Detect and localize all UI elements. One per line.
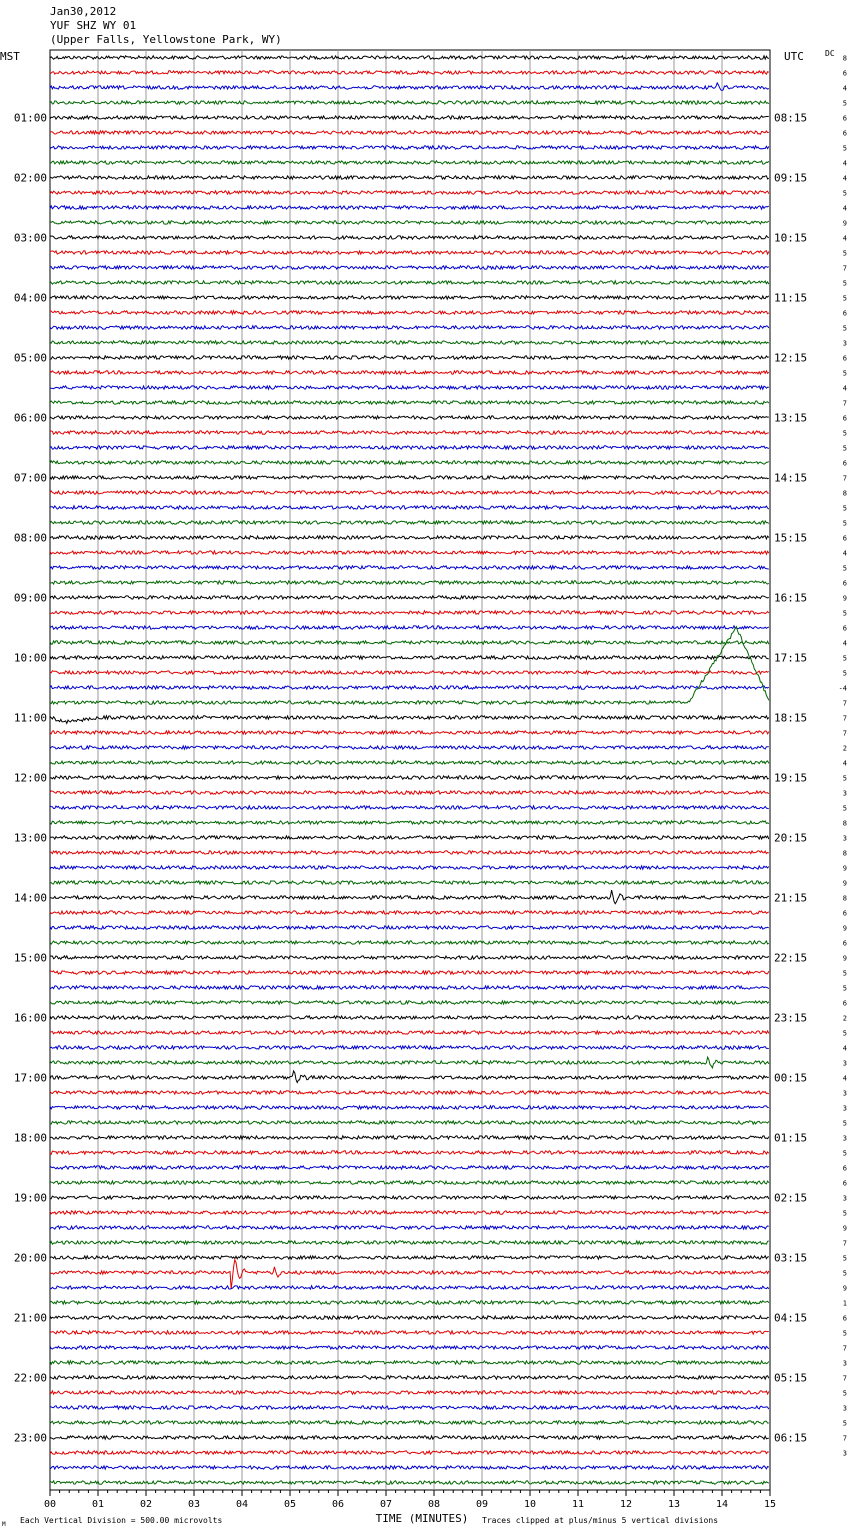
right-time-label: 03:15 [774, 1251, 808, 1265]
dc-value: 5 [842, 324, 847, 333]
right-time-label: 08:15 [774, 111, 808, 125]
seismic-trace [50, 971, 769, 974]
right-time-label: 01:15 [774, 1131, 808, 1145]
dc-value: 3 [842, 1089, 847, 1098]
seismic-trace [50, 776, 769, 779]
seismic-trace [50, 281, 769, 284]
seismic-trace [50, 431, 769, 434]
seismic-trace [50, 1016, 769, 1019]
dc-value: 5 [842, 1029, 847, 1038]
dc-value: 9 [842, 594, 847, 603]
dc-value: 6 [842, 1179, 847, 1188]
dc-value: 3 [842, 789, 847, 798]
seismic-trace [50, 1421, 769, 1424]
dc-value: 5 [842, 669, 847, 678]
dc-value: 5 [842, 774, 847, 783]
dc-value: 7 [842, 1434, 847, 1443]
seismic-trace [50, 461, 769, 464]
seismic-trace [50, 1226, 769, 1229]
seismic-trace [50, 1166, 769, 1169]
seismic-trace [50, 551, 769, 554]
left-time-label: 11:00 [13, 711, 47, 725]
x-tick-label: 15 [763, 1499, 777, 1510]
dc-value: 7 [842, 714, 847, 723]
dc-value: 9 [842, 879, 847, 888]
seismic-trace [50, 566, 769, 569]
seismic-trace [50, 956, 769, 959]
seismic-trace [50, 1071, 769, 1083]
right-time-label: 20:15 [774, 831, 808, 845]
dc-value: 2 [842, 1014, 847, 1023]
dc-value: 4 [842, 84, 847, 93]
left-time-label: 23:00 [13, 1431, 47, 1445]
right-time-label: 19:15 [774, 771, 808, 785]
dc-value: 6 [842, 69, 847, 78]
seismic-trace [50, 221, 769, 224]
seismic-trace [50, 491, 769, 494]
right-axis-label: UTC [784, 50, 804, 63]
dc-value: 6 [842, 309, 847, 318]
right-time-label: 16:15 [774, 591, 808, 605]
dc-value: 5 [842, 294, 847, 303]
left-time-label: 16:00 [13, 1011, 47, 1025]
x-axis-title: TIME (MINUTES) [375, 1512, 469, 1525]
dc-value: 3 [842, 1104, 847, 1113]
dc-value: 6 [842, 534, 847, 543]
seismic-trace [50, 1046, 769, 1049]
x-tick-label: 14 [715, 1499, 729, 1510]
dc-value: 4 [842, 1044, 847, 1053]
seismic-trace [50, 926, 769, 929]
dc-value: 2 [842, 744, 847, 753]
header-location: (Upper Falls, Yellowstone Park, WY) [50, 33, 282, 46]
seismic-trace [50, 416, 769, 419]
seismic-trace [50, 836, 769, 839]
seismic-trace [50, 506, 769, 509]
right-time-label: 23:15 [774, 1011, 808, 1025]
dc-value: 7 [842, 1374, 847, 1383]
left-time-label: 17:00 [13, 1071, 47, 1085]
left-time-label: 20:00 [13, 1251, 47, 1265]
seismic-trace [50, 1256, 769, 1259]
dc-value: 6 [842, 999, 847, 1008]
dc-value: 5 [842, 1389, 847, 1398]
dc-value: 6 [842, 354, 847, 363]
x-tick-label: 06 [331, 1499, 345, 1510]
seismic-trace [50, 386, 769, 389]
dc-value: 5 [842, 369, 847, 378]
dc-value: 6 [842, 129, 847, 138]
seismic-trace [50, 1466, 769, 1469]
left-time-label: 04:00 [13, 291, 47, 305]
dc-value: 3 [842, 1059, 847, 1068]
dc-value: 6 [842, 624, 847, 633]
dc-value: 4 [842, 759, 847, 768]
x-tick-label: 01 [91, 1499, 105, 1510]
seismic-trace [50, 641, 769, 644]
left-time-label: 08:00 [13, 531, 47, 545]
dc-value: 5 [842, 429, 847, 438]
left-time-label: 21:00 [13, 1311, 47, 1325]
seismic-trace [50, 941, 769, 944]
seismic-trace [50, 716, 769, 724]
seismic-trace [50, 1331, 769, 1334]
seismic-trace [50, 341, 769, 344]
dc-value: 5 [842, 654, 847, 663]
x-tick-label: 04 [235, 1499, 249, 1510]
dc-value: 3 [842, 1404, 847, 1413]
right-time-label: 12:15 [774, 351, 808, 365]
seismic-trace [50, 1091, 769, 1094]
dc-value: 8 [842, 54, 847, 63]
x-tick-label: 00 [43, 1499, 57, 1510]
right-time-label: 00:15 [774, 1071, 808, 1085]
dc-value: 5 [842, 519, 847, 528]
left-time-label: 01:00 [13, 111, 47, 125]
seismic-trace [50, 596, 769, 599]
dc-value: 5 [842, 1419, 847, 1428]
seismic-trace [50, 1211, 769, 1214]
seismic-trace [50, 446, 769, 449]
right-time-label: 02:15 [774, 1191, 808, 1205]
dc-value: 4 [842, 549, 847, 558]
right-time-label: 10:15 [774, 231, 808, 245]
right-time-label: 05:15 [774, 1371, 808, 1385]
seismic-trace [50, 536, 769, 539]
seismic-trace [50, 131, 769, 134]
dc-value: 9 [842, 924, 847, 933]
right-time-label: 17:15 [774, 651, 808, 665]
seismic-trace [50, 1057, 769, 1068]
seismic-trace [50, 1196, 769, 1199]
dc-value: 8 [842, 489, 847, 498]
dc-value: 4 [842, 384, 847, 393]
dc-value: 5 [842, 564, 847, 573]
dc-value: -4 [838, 684, 847, 693]
dc-value: 4 [842, 639, 847, 648]
seismic-trace [50, 1346, 769, 1349]
x-tick-label: 12 [619, 1499, 633, 1510]
dc-value: 5 [842, 1119, 847, 1128]
dc-value: 7 [842, 474, 847, 483]
right-time-label: 13:15 [774, 411, 808, 425]
dc-value: 5 [842, 1254, 847, 1263]
right-time-label: 06:15 [774, 1431, 808, 1445]
seismic-trace [50, 236, 769, 239]
dc-value: 9 [842, 864, 847, 873]
seismic-trace [50, 890, 769, 904]
dc-value: 4 [842, 174, 847, 183]
dc-value: 5 [842, 189, 847, 198]
dc-value: 5 [842, 804, 847, 813]
dc-value: 3 [842, 339, 847, 348]
seismic-trace [50, 866, 769, 869]
seismic-trace [50, 1106, 769, 1109]
seismic-trace [50, 581, 769, 584]
left-time-label: 22:00 [13, 1371, 47, 1385]
right-time-label: 18:15 [774, 711, 808, 725]
seismic-trace [50, 101, 769, 104]
dc-value: 3 [842, 1134, 847, 1143]
dc-value: 3 [842, 1194, 847, 1203]
seismic-trace [50, 146, 769, 149]
seismic-trace [50, 911, 769, 914]
dc-value: 6 [842, 414, 847, 423]
seismic-trace [50, 656, 769, 659]
left-time-label: 19:00 [13, 1191, 47, 1205]
seismic-trace [50, 1361, 769, 1364]
dc-value: 1 [842, 1299, 847, 1308]
right-time-label: 09:15 [774, 171, 808, 185]
dc-value: 4 [842, 1074, 847, 1083]
seismic-trace [50, 1406, 769, 1409]
dc-value: 7 [842, 1239, 847, 1248]
x-tick-label: 03 [187, 1499, 201, 1510]
seismic-trace [50, 296, 769, 299]
dc-value: 5 [842, 969, 847, 978]
seismic-trace [50, 83, 769, 91]
seismic-trace [50, 1436, 769, 1439]
left-time-label: 10:00 [13, 651, 47, 665]
dc-value: 4 [842, 159, 847, 168]
seismic-trace [50, 1481, 769, 1484]
dc-value: 7 [842, 399, 847, 408]
seismic-trace [50, 746, 769, 749]
seismic-trace [50, 611, 769, 614]
left-time-label: 03:00 [13, 231, 47, 245]
dc-value: 6 [842, 909, 847, 918]
seismic-trace [50, 266, 769, 269]
seismic-trace [50, 1031, 769, 1034]
left-time-label: 02:00 [13, 171, 47, 185]
left-time-label: 09:00 [13, 591, 47, 605]
seismic-trace [50, 191, 769, 194]
seismic-trace [50, 1001, 769, 1004]
dc-value: 9 [842, 219, 847, 228]
left-time-label: 07:00 [13, 471, 47, 485]
dc-value: 4 [842, 234, 847, 243]
seismic-trace [50, 161, 769, 164]
dc-value: 5 [842, 1269, 847, 1278]
seismic-trace [50, 56, 769, 59]
header-station: YUF SHZ WY 01 [50, 19, 137, 32]
header-date: Jan30,2012 [50, 5, 117, 18]
seismic-trace [50, 116, 769, 119]
x-tick-label: 13 [667, 1499, 681, 1510]
seismic-trace [50, 627, 769, 705]
dc-value: 6 [842, 939, 847, 948]
dc-value: 5 [842, 609, 847, 618]
dc-value: 3 [842, 834, 847, 843]
dc-value: 8 [842, 819, 847, 828]
seismic-trace [50, 1181, 769, 1184]
seismic-trace [50, 851, 769, 854]
right-time-label: 14:15 [774, 471, 808, 485]
dc-value: 9 [842, 1284, 847, 1293]
dc-value: 9 [842, 1224, 847, 1233]
seismic-trace [50, 1136, 769, 1139]
seismic-trace [50, 1121, 769, 1124]
corner-mark: M [2, 1521, 6, 1528]
seismic-trace [50, 1151, 769, 1154]
seismic-trace [50, 1316, 769, 1319]
seismic-trace [50, 1391, 769, 1394]
seismic-trace [50, 521, 769, 524]
dc-value: 6 [842, 1164, 847, 1173]
dc-value: 5 [842, 279, 847, 288]
dc-value: 8 [842, 894, 847, 903]
seismic-trace [50, 806, 769, 809]
left-time-label: 06:00 [13, 411, 47, 425]
left-time-label: 18:00 [13, 1131, 47, 1145]
dc-value: 5 [842, 1329, 847, 1338]
x-tick-label: 05 [283, 1499, 297, 1510]
seismic-trace [50, 761, 769, 764]
seismic-trace [50, 791, 769, 794]
dc-value: 9 [842, 954, 847, 963]
seismic-trace [50, 626, 769, 629]
seismic-trace [50, 251, 769, 254]
left-axis-label: MST [0, 50, 20, 63]
seismic-trace [50, 1241, 769, 1244]
right-time-label: 04:15 [774, 1311, 808, 1325]
left-time-label: 15:00 [13, 951, 47, 965]
clip-note: Traces clipped at plus/minus 5 vertical divisions [482, 1516, 719, 1525]
seismic-trace [50, 326, 769, 329]
dc-value: 3 [842, 1359, 847, 1368]
seismic-trace [50, 671, 769, 674]
seismic-trace [50, 1286, 769, 1289]
dc-value: 6 [842, 114, 847, 123]
seismic-trace [50, 1260, 769, 1289]
dc-value: 5 [842, 1209, 847, 1218]
dc-value: 5 [842, 444, 847, 453]
dc-value: 3 [842, 1449, 847, 1458]
seismic-trace [50, 371, 769, 374]
seismic-trace [50, 1376, 769, 1379]
dc-value: 6 [842, 1314, 847, 1323]
seismic-trace [50, 686, 769, 689]
left-time-label: 14:00 [13, 891, 47, 905]
right-time-label: 11:15 [774, 291, 808, 305]
dc-value: 8 [842, 849, 847, 858]
seismic-trace [50, 206, 769, 209]
seismic-trace [50, 71, 769, 74]
dc-value: 7 [842, 264, 847, 273]
dc-value: 5 [842, 1149, 847, 1158]
dc-value: 4 [842, 204, 847, 213]
x-tick-label: 09 [475, 1499, 489, 1510]
x-tick-label: 02 [139, 1499, 153, 1510]
left-time-label: 05:00 [13, 351, 47, 365]
dc-value: 7 [842, 729, 847, 738]
seismic-trace [50, 356, 769, 359]
left-time-label: 13:00 [13, 831, 47, 845]
dc-value: 6 [842, 459, 847, 468]
seismic-trace [50, 476, 769, 479]
dc-label: DC [825, 49, 835, 58]
seismic-trace [50, 1301, 769, 1304]
x-tick-label: 08 [427, 1499, 441, 1510]
dc-value: 7 [842, 699, 847, 708]
x-tick-label: 07 [379, 1499, 393, 1510]
right-time-label: 15:15 [774, 531, 808, 545]
right-time-label: 22:15 [774, 951, 808, 965]
dc-value: 5 [842, 504, 847, 513]
seismic-trace [50, 176, 769, 179]
dc-value: 5 [842, 249, 847, 258]
dc-value: 5 [842, 144, 847, 153]
dc-value: 6 [842, 579, 847, 588]
dc-value: 5 [842, 984, 847, 993]
seismic-trace [50, 731, 769, 734]
right-time-label: 21:15 [774, 891, 808, 905]
seismic-trace [50, 311, 769, 314]
x-tick-label: 11 [571, 1499, 585, 1510]
scale-note: Each Vertical Division = 500.00 microvolts [20, 1516, 223, 1525]
x-tick-label: 10 [523, 1499, 537, 1510]
left-time-label: 12:00 [13, 771, 47, 785]
dc-value: 5 [842, 99, 847, 108]
seismic-trace [50, 881, 769, 884]
seismic-trace [50, 1451, 769, 1454]
seismic-trace [50, 821, 769, 824]
dc-value: 7 [842, 1344, 847, 1353]
seismic-trace [50, 401, 769, 404]
seismic-trace [50, 986, 769, 989]
